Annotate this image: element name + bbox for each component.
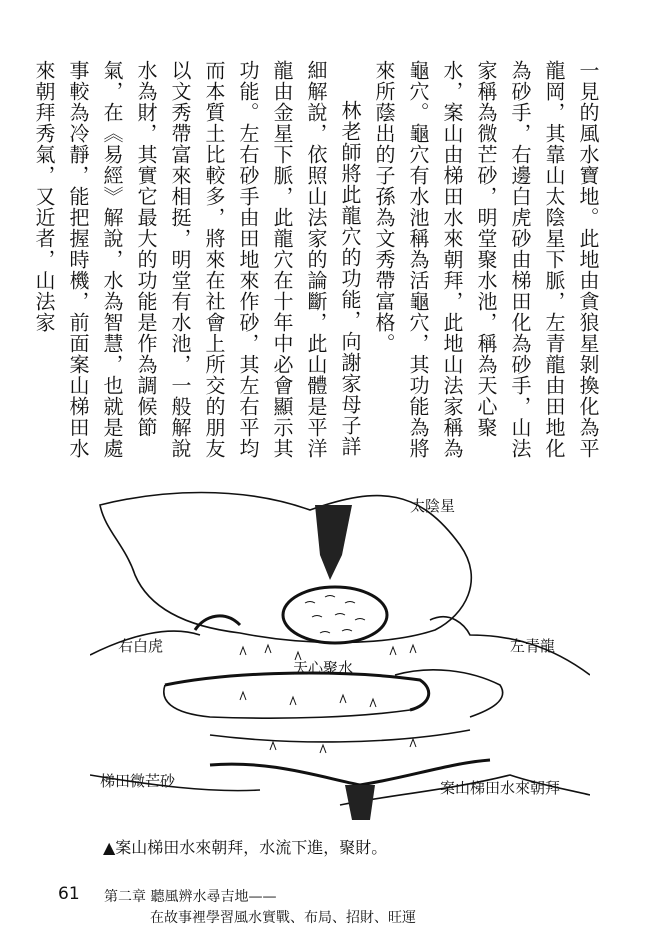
body-text [32,60,605,460]
paragraph-2: 林老師將此龍穴的功能，向謝家母子詳細解說，依照山法家的論斷，此山體是平洋龍由金星下脈，此龍穴在十年中必會顯示其功能。左右砂手由田地來作砂，其左右平均而本質土比較多，將來在社會上所交的朋友以文秀帶富來相挺，明堂有水池，一般解說水為財，其實它最大的功能是作為調候節氣，在《易經》解說，水為智慧，也就是處事較為冷靜，能把握時機，前面案山梯田水來朝拜秀氣，又近者，山法家 [32,60,362,459]
label-tianxin: 天心聚水 [293,659,354,677]
label-taiyin: 太陰星 [410,497,456,515]
chapter-title: 第二章 聽風辨水尋吉地—— [104,889,277,905]
figure-caption: ▲案山梯田水來朝拜，水流下進，聚財。 [103,838,388,857]
label-weimang: 梯田微芒砂 [100,772,176,790]
chapter-subtitle: 在故事裡學習風水實戰、布局、招財、旺運 [150,910,416,926]
page-number: 61 [58,884,80,904]
paragraph-1: 一見的風水寶地。此地由貪狼星剝換化為平龍岡，其靠山太陰星下脈，左青龍由田地化為砂手，右邊白虎砂由梯田化為砂手，山法家稱為微芒砂，明堂聚水池，稱為天心聚水，案山由梯田水來朝拜，此地山法家稱為龜穴。龜穴有水池稱為活龜穴，其功能為將來所蔭出的子孫為文秀帶富格。 [372,60,600,459]
fengshui-sketch [90,485,590,825]
label-right-tiger: 右白虎 [118,637,164,655]
label-anshan: 案山梯田水來朝拜 [440,779,561,797]
label-left-dragon: 左青龍 [510,637,556,655]
